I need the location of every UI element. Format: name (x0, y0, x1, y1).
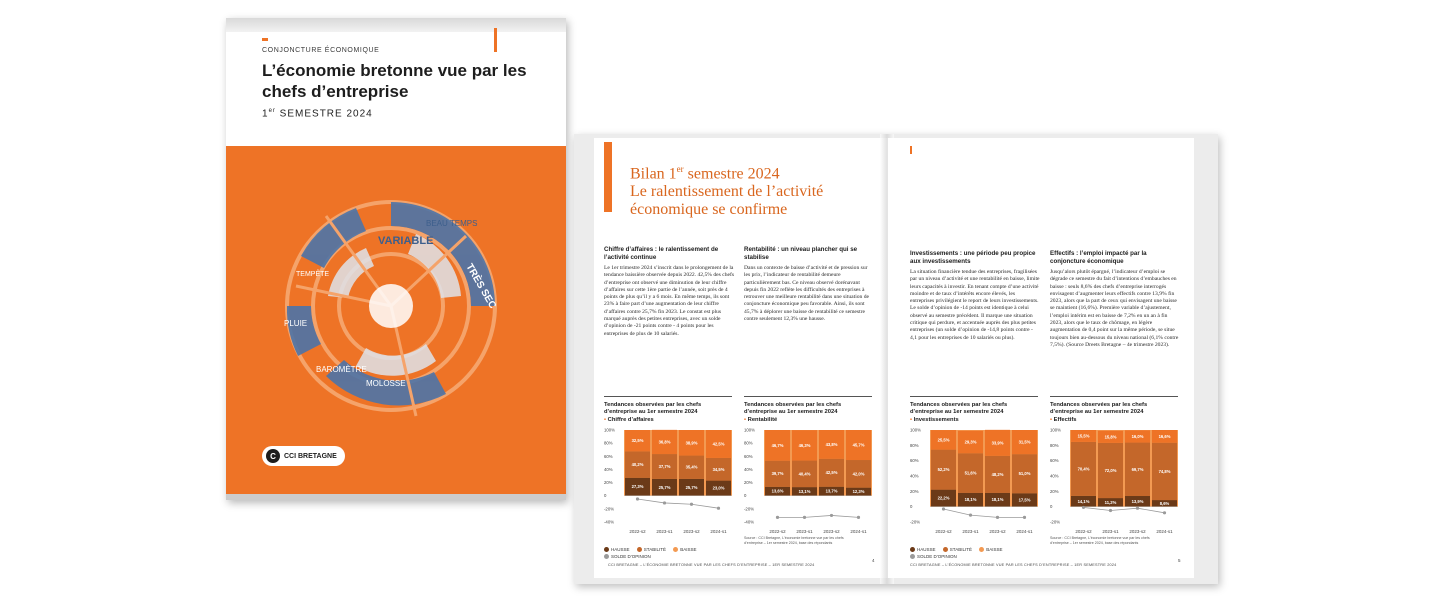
y-tick-label: 80% (744, 440, 753, 446)
legend-solde: SOLDE D’OPINION (604, 554, 651, 559)
data-label: 39,7% (771, 471, 784, 477)
data-label: 22,2% (937, 495, 950, 501)
chart-chiffre-affaires (604, 396, 734, 536)
chart-title: Tendances observées par les chefs d’entreprise au 1er semestre 2024 (604, 402, 702, 415)
x-tick-label: 2023-s1 (796, 529, 813, 534)
data-label: 13,9% (1131, 498, 1144, 504)
solde-point (830, 514, 833, 517)
solde-point (803, 516, 806, 519)
x-tick-label: 2022-s2 (1075, 529, 1092, 534)
data-label: 8,6% (1159, 500, 1170, 506)
data-label: 42,5% (712, 441, 725, 447)
x-tick-label: 2023-s2 (683, 529, 700, 534)
data-label: 52,2% (937, 467, 950, 473)
chart-series-label: • Investissements (910, 417, 1040, 423)
legend-swatch (910, 547, 915, 552)
cover-title: L’économie bretonne vue par les chefs d’entreprise (262, 61, 527, 101)
solde-point (636, 497, 639, 500)
x-tick-label: 2024-s1 (1016, 529, 1033, 534)
data-label: 25,7% (658, 484, 671, 490)
page-footer: CCI BRETAGNE – L’ÉCONOMIE BRETONNE VUE PAR LES CHEFS D’ENTREPRISE – 1ER SEMESTRE 2024 (910, 563, 1117, 567)
chart-source: Source : CCI Bretagne, L’économie bretonne vue par les chefs d’entreprise – 1er semestre 2024, base des répondants (744, 536, 844, 545)
solde-point (776, 516, 779, 519)
chart-source: Source : CCI Bretagne, L’économie bretonne vue par les chefs d’entreprise – 1er semestre 2024, base des répondants (1050, 536, 1150, 545)
data-label: 17,5% (1018, 497, 1031, 503)
chart-title: Tendances observées par les chefs d’entreprise au 1er semestre 2024 (744, 402, 842, 415)
y-tick-label: 20% (1050, 488, 1059, 494)
y-tick-label: 20% (910, 488, 919, 494)
y-tick-label: 60% (910, 458, 919, 464)
section-body: La situation financière tendue des entreprises, fragilisées par un niveau d’activité et une rentabilité en baisse, limite leurs capacités à investir. En tenant compte d’une activité moindre et de taux d’intérêts encore élevés, les entreprises privilégient le report de leurs investissements. Le solde d’opinion de -14 points est identique à celui observé au semestre précédent. Il marque une situation critique qui perdure, et accentuée auprès des plus petites entreprises (un solde d’opinion de -14,8 points contre - 4,1 pour les entreprises de 10 salariés ou plus). (910, 269, 1040, 341)
y-tick-label: -20% (604, 506, 615, 512)
legend-baisse: BAISSE (673, 547, 696, 552)
stacked-bar-chart (604, 426, 734, 536)
data-label: 25,5% (937, 437, 950, 443)
data-label: 36,8% (658, 439, 671, 445)
x-tick-label: 2022-s2 (935, 529, 952, 534)
report-spread (574, 134, 1218, 584)
cci-logo-text: CCI BRETAGNE (284, 452, 337, 460)
data-label: 16,6% (1158, 433, 1171, 439)
data-label: 37,7% (658, 463, 671, 469)
y-tick-label: 40% (1050, 473, 1059, 479)
chart-title: Tendances observées par les chefs d’entreprise au 1er semestre 2024 (910, 402, 1008, 415)
y-tick-label: 80% (910, 442, 919, 448)
data-label: 51,0% (1018, 471, 1031, 477)
chart-series-label: • Effectifs (1050, 417, 1180, 423)
cover-tick-mark (494, 28, 497, 52)
cci-logo-icon: C (266, 449, 280, 463)
y-tick-label: 60% (1050, 458, 1059, 464)
legend-stabilite: STABILITÉ (637, 547, 666, 552)
chart-rentabilite (744, 396, 874, 546)
x-tick-label: 2023-s1 (1102, 529, 1119, 534)
data-label: 72,0% (1104, 467, 1117, 473)
x-tick-label: 2023-s1 (962, 529, 979, 534)
cover-top-edge (226, 18, 566, 32)
y-tick-label: 100% (744, 427, 755, 433)
barometer-illustration (266, 176, 516, 436)
data-label: 14,1% (1077, 498, 1090, 504)
section-effectifs (1050, 250, 1180, 349)
legend-hausse: HAUSSE (604, 547, 630, 552)
x-tick-label: 2023-s2 (823, 529, 840, 534)
x-tick-label: 2022-s2 (769, 529, 786, 534)
stacked-bar-chart (910, 426, 1040, 536)
solde-point (857, 516, 860, 519)
data-label: 18,1% (991, 497, 1004, 503)
data-label: 42,5% (825, 470, 838, 476)
y-tick-label: 20% (744, 480, 753, 486)
x-tick-label: 2023-s2 (1129, 529, 1146, 534)
dial-word-molosse: MOLOSSE (366, 379, 406, 388)
chart-series-label: • Rentabilité (744, 417, 874, 423)
data-label: 11,2% (1104, 499, 1117, 505)
section-body: Le 1er trimestre 2024 s’inscrit dans le prolongement de la tendance baissière observée depuis 2022. 42,5% des chefs d’entreprise ont observé une diminution de leur chiffre d’affaires sur cette 1ère partie de l’année, soit près de 4 points de plus qu’il y a 6 mois. En même temps, ils sont 23% à faire part d’une augmentation de leur chiffre d’affaires contre 25,7% fin 2023. Le constat est plus marqué auprès des petites entreprises, avec un solde d’opinion de -21 points contre - 4 points pour les entreprises de plus de 10 salariés. (604, 265, 735, 337)
y-tick-label: 100% (1050, 427, 1061, 433)
legend-swatch (910, 554, 915, 559)
dial-word-pluie: PLUIE (284, 319, 308, 328)
y-tick-label: 0 (604, 493, 607, 499)
data-label: 15,5% (1077, 433, 1090, 439)
legend-stabilite: STABILITÉ (943, 547, 972, 552)
dial-word-tempete: TEMPÊTE (296, 271, 330, 278)
solde-point (969, 514, 972, 517)
y-tick-label: 0 (910, 504, 913, 510)
data-label: 45,7% (852, 442, 865, 448)
data-label: 74,8% (1158, 468, 1171, 474)
x-tick-label: 2024-s1 (850, 529, 867, 534)
y-tick-label: 100% (604, 427, 615, 433)
stacked-bar-chart (1050, 426, 1180, 536)
chart-rule (910, 396, 1038, 397)
chart-rule (604, 396, 732, 397)
y-tick-label: 60% (604, 453, 613, 459)
y-tick-label: -20% (1050, 519, 1061, 525)
data-label: 23,0% (712, 485, 725, 491)
dial-word-barometre: BAROMÈTRE (316, 365, 367, 374)
spread-headline: Bilan 1er semestre 2024 Le ralentissement de l’activité économique se confirme (630, 164, 824, 219)
legend-swatch (943, 547, 948, 552)
legend-swatch (637, 547, 642, 552)
section-heading: Rentabilité : un niveau plancher qui se stabilise (744, 246, 858, 261)
section-chiffre-affaires (604, 246, 734, 338)
solde-point (1023, 516, 1026, 519)
data-label: 16,0% (1131, 433, 1144, 439)
section-body: Jusqu’alors plutôt épargné, l’indicateur d’emploi se dégrade ce semestre du fait d’intentions d’embauches en baisse : seuls 8,6% des chefs d’entreprise interrogés envisagent d’augmenter leurs effectifs contre 13,9% fin 2023, alors que la part de ceux qui envisagent une baisse se maintient (16,6%). Première variable d’ajustement, l’emploi intérim est en baisse de 7,2% en un an à fin 2023, alors que le taux de chômage, en légère augmentation de 0,4 point sur la même période, se situe toujours bien au-dessous du niveau national (6,1% contre 7,5%). (Source Dreets Bretagne – 4e trimestre 2023). (1050, 269, 1179, 348)
x-tick-label: 2023-s2 (989, 529, 1006, 534)
y-tick-label: -40% (604, 519, 615, 525)
y-tick-label: 80% (1050, 442, 1059, 448)
cover-bottom-edge (226, 494, 566, 500)
legend-baisse: BAISSE (979, 547, 1002, 552)
section-investissements (910, 250, 1040, 342)
x-tick-label: 2024-s1 (1156, 529, 1173, 534)
data-label: 34,5% (712, 466, 725, 472)
dial-word-variable: VARIABLE (378, 235, 434, 247)
section-heading: Chiffre d’affaires : le ralentissement de l’activité continue (604, 246, 719, 261)
solde-line (778, 515, 859, 517)
data-label: 12,3% (852, 489, 865, 495)
y-tick-label: 40% (744, 466, 753, 472)
data-label: 46,3% (798, 442, 811, 448)
x-tick-label: 2023-s1 (656, 529, 673, 534)
y-tick-label: -40% (744, 519, 755, 525)
solde-point (1163, 511, 1166, 514)
data-label: 13,1% (798, 488, 811, 494)
solde-point (1109, 509, 1112, 512)
chart-effectifs (1050, 396, 1180, 546)
cover-subtitle: 1er SEMESTRE 2024 (262, 108, 373, 120)
y-tick-label: -20% (744, 506, 755, 512)
data-label: 35,4% (685, 464, 698, 470)
chart-rule (744, 396, 872, 397)
data-label: 69,7% (1131, 466, 1144, 472)
data-label: 46,7% (771, 442, 784, 448)
page-footer: CCI BRETAGNE – L’ÉCONOMIE BRETONNE VUE PAR LES CHEFS D’ENTREPRISE – 1ER SEMESTRE 2024 (608, 563, 815, 567)
solde-point (996, 516, 999, 519)
y-tick-label: 0 (744, 493, 747, 499)
data-label: 48,2% (991, 471, 1004, 477)
data-label: 32,5% (631, 438, 644, 444)
data-label: 29,3% (964, 439, 977, 445)
legend-swatch (979, 547, 984, 552)
data-label: 43,8% (825, 441, 838, 447)
solde-line (944, 509, 1025, 517)
legend-swatch (673, 547, 678, 552)
cci-logo (262, 446, 345, 466)
y-tick-label: 0 (1050, 504, 1053, 510)
chart-legend (604, 546, 703, 560)
solde-point (717, 507, 720, 510)
chart-investissements (910, 396, 1040, 536)
dial-word-tres-sec: TRÈS SEC (463, 262, 498, 311)
dial-word-beau-temps: BEAU TEMPS (426, 219, 478, 228)
report-cover (226, 18, 566, 500)
data-label: 33,9% (991, 440, 1004, 446)
chart-rule (1050, 396, 1178, 397)
headline-accent-bar (604, 142, 612, 212)
solde-point (663, 501, 666, 504)
legend-solde: SOLDE D’OPINION (910, 554, 957, 559)
solde-line (1084, 507, 1165, 512)
y-tick-label: 40% (604, 466, 613, 472)
solde-line (638, 499, 719, 508)
solde-point (1136, 507, 1139, 510)
y-tick-label: -20% (910, 519, 921, 525)
legend-hausse: HAUSSE (910, 547, 936, 552)
y-tick-label: 20% (604, 480, 613, 486)
data-label: 31,5% (1018, 439, 1031, 445)
data-label: 40,2% (631, 462, 644, 468)
page-number: 4 (872, 558, 875, 563)
data-label: 15,8% (1104, 434, 1117, 440)
page-left (594, 138, 888, 578)
y-tick-label: 60% (744, 453, 753, 459)
y-tick-label: 100% (910, 427, 921, 433)
data-label: 18,1% (964, 497, 977, 503)
cover-kicker: CONJONCTURE ÉCONOMIQUE (262, 47, 380, 54)
kicker-accent (262, 38, 268, 41)
section-rentabilite (744, 246, 874, 323)
data-label: 51,6% (964, 470, 977, 476)
data-label: 27,3% (631, 484, 644, 490)
section-heading: Effectifs : l’emploi impacté par la conjoncture économique (1050, 250, 1147, 265)
data-label: 38,9% (685, 440, 698, 446)
legend-swatch (604, 554, 609, 559)
data-label: 13,7% (825, 488, 838, 494)
y-tick-label: 40% (910, 473, 919, 479)
legend-swatch (604, 547, 609, 552)
data-label: 25,7% (685, 484, 698, 490)
data-label: 40,4% (798, 471, 811, 477)
chart-series-label: • Chiffre d’affaires (604, 417, 734, 423)
page-accent-mark (910, 146, 912, 154)
data-label: 42,0% (852, 471, 865, 477)
solde-point (1082, 506, 1085, 509)
page-right (888, 138, 1194, 578)
data-label: 70,4% (1077, 466, 1090, 472)
page-number: 5 (1178, 558, 1181, 563)
section-body: Dans un contexte de baisse d’activité et de pression sur les prix, l’indicateur de rentabilité demeure particulièrement bas. Ce niveau observé dorénavant depuis fin 2022 reflète les difficultés des entreprises à retrouver une meilleure rentabilité dans une situation de conjoncture économique peu favorable. Ainsi, ils sont 45,7% à déplorer une baisse de rentabilité ce semestre contre seulement 12,3% une hausse. (744, 265, 870, 323)
chart-title: Tendances observées par les chefs d’entreprise au 1er semestre 2024 (1050, 402, 1148, 415)
x-tick-label: 2024-s1 (710, 529, 727, 534)
solde-point (690, 503, 693, 506)
y-tick-label: 80% (604, 440, 613, 446)
x-tick-label: 2022-s2 (629, 529, 646, 534)
chart-legend (910, 546, 1009, 560)
data-label: 13,6% (771, 488, 784, 494)
solde-point (942, 507, 945, 510)
section-heading: Investissements : une période peu propice aux investissements (910, 250, 1036, 265)
stacked-bar-chart (744, 426, 874, 536)
